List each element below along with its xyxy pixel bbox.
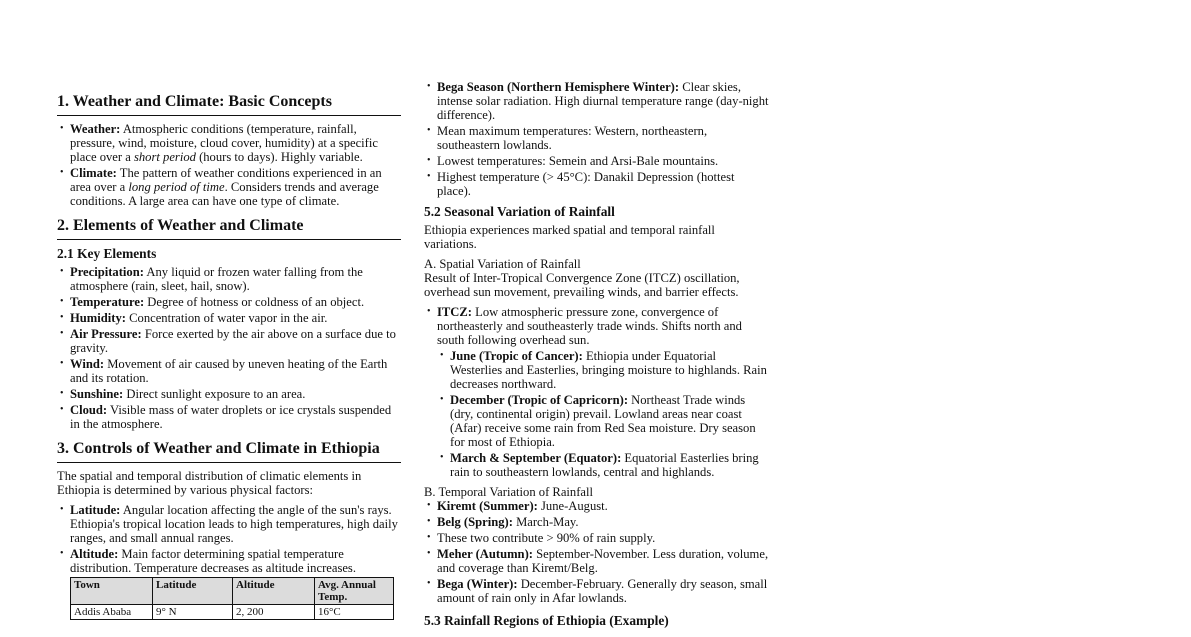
definition-text: Concentration of water vapor in the air. <box>125 311 328 325</box>
list-item <box>57 295 401 309</box>
term-label: ITCZ: <box>437 305 472 319</box>
list-item <box>57 357 401 385</box>
emphasis-text: short period <box>133 150 196 164</box>
controls-list <box>57 503 401 575</box>
section-2-heading: 2. Elements of Weather and Climate <box>57 216 401 240</box>
definition-text: Atmospheric conditions (temperature, rainfall, pressure, wind, moisture, cloud cover, humidity) at a specific place over a <box>70 122 378 164</box>
list-item <box>424 577 769 605</box>
table-cell: Addis Ababa <box>71 605 153 620</box>
term-label: Weather: <box>70 122 121 136</box>
basic-concepts-list <box>57 122 401 208</box>
middle-column <box>424 80 769 637</box>
section-controls <box>57 439 401 620</box>
definition-text: The pattern of weather conditions experienced in an area over a <box>70 166 382 194</box>
list-item <box>57 387 401 401</box>
section-1-heading: 1. Weather and Climate: Basic Concepts <box>57 92 401 116</box>
table-header-cell: Town <box>71 578 153 605</box>
subsection-5-3-heading: 5.3 Rainfall Regions of Ethiopia (Example) <box>424 613 669 628</box>
altitude-temperature-table <box>70 577 394 620</box>
definition-text: March-May. <box>512 515 579 529</box>
table-cell: 2, 200 <box>233 605 315 620</box>
definition-text: Visible mass of water droplets or ice crystals suspended in the atmosphere. <box>70 403 392 431</box>
spatial-variation-intro: Result of Inter-Tropical Convergence Zone (ITCZ) oscillation, overhead sun movement, prevailing winds, and barrier effects. <box>424 271 740 299</box>
term-label: Humidity: <box>70 311 126 325</box>
temporal-variation-heading: B. Temporal Variation of Rainfall <box>424 485 593 499</box>
term-label: Cloud: <box>70 403 108 417</box>
list-item <box>424 547 769 575</box>
table-body <box>71 605 394 620</box>
term-label: Precipitation: <box>70 265 144 279</box>
term-label: Latitude: <box>70 503 121 517</box>
list-item <box>57 265 401 293</box>
definition-text: Clear skies, intense solar radiation. High diurnal temperature range (day-night difference). <box>437 80 769 122</box>
term-label: Meher (Autumn): <box>437 547 533 561</box>
temperature-notes-list <box>424 80 769 198</box>
term-label: Bega Season (Northern Hemisphere Winter): <box>437 80 680 94</box>
definition-text: Equatorial Easterlies bring rain to southeastern lowlands, central and highlands. <box>450 451 759 479</box>
table-header-cell: Latitude <box>153 578 233 605</box>
term-label: Belg (Spring): <box>437 515 513 529</box>
left-column <box>57 92 401 628</box>
section-basic-concepts <box>57 92 401 208</box>
definition-text: Low atmospheric pressure zone, convergence of northeasterly and southeasterly trade winds. Shifts north and south following overhead sun. <box>437 305 742 347</box>
term-label: Bega (Winter): <box>437 577 518 591</box>
definition-text: Movement of air caused by uneven heating of the Earth and its rotation. <box>70 357 388 385</box>
term-label: Temperature: <box>70 295 145 309</box>
list-item-itcz <box>424 305 769 479</box>
section-elements <box>57 216 401 431</box>
table-cell: 9° N <box>153 605 233 620</box>
definition-text: September-November. Less duration, volume, and coverage than Kiremt/Belg. <box>437 547 769 575</box>
definition-text: Lowest temperatures: Semein and Arsi-Bale mountains. <box>437 154 719 168</box>
definition-text: June-August. <box>537 499 608 513</box>
list-item <box>57 547 401 575</box>
section-3-heading: 3. Controls of Weather and Climate in Ethiopia <box>57 439 401 463</box>
list-item <box>57 311 401 325</box>
definition-text: (hours to days). Highly variable. <box>195 150 363 164</box>
definition-text: Mean maximum temperatures: Western, northeastern, southeastern lowlands. <box>437 124 708 152</box>
spatial-variation-heading: A. Spatial Variation of Rainfall <box>424 257 581 271</box>
table-header-cell: Altitude <box>233 578 315 605</box>
section-5-2 <box>424 204 769 629</box>
definition-text: Main factor determining spatial temperature distribution. Temperature decreases as altitude increases. <box>70 547 356 575</box>
section-3-intro: The spatial and temporal distribution of climatic elements in Ethiopia is determined by various physical factors: <box>57 469 362 497</box>
definition-text: Force exerted by the air above on a surface due to gravity. <box>70 327 396 355</box>
term-label: June (Tropic of Cancer): <box>450 349 583 363</box>
list-item-weather <box>57 122 401 164</box>
list-item <box>57 403 401 431</box>
definition-text: December-February. Generally dry season, small amount of rain only in Afar lowlands. <box>437 577 768 605</box>
list-item <box>424 531 769 545</box>
definition-text: Any liquid or frozen water falling from the atmosphere (rain, sleet, hail, snow). <box>70 265 363 293</box>
table-row <box>71 605 394 620</box>
itcz-sublist <box>437 349 769 479</box>
section-5-2-intro: Ethiopia experiences marked spatial and temporal rainfall variations. <box>424 223 715 251</box>
subsection-2-1-heading: 2.1 Key Elements <box>57 246 157 261</box>
term-label: December (Tropic of Capricorn): <box>450 393 629 407</box>
list-item <box>57 503 401 545</box>
list-item <box>424 154 769 168</box>
term-label: Kiremt (Summer): <box>437 499 538 513</box>
list-item <box>424 499 769 513</box>
list-item <box>437 393 769 449</box>
table-cell: 16°C <box>315 605 394 620</box>
definition-text: . Considers trends and average conditions. A large area can have one type of climate. <box>70 180 379 208</box>
list-item <box>424 80 769 122</box>
definition-text: Ethiopia under Equatorial Westerlies and Easterlies, bringing moisture to highlands. Rain decreases northward. <box>450 349 767 391</box>
term-label: Air Pressure: <box>70 327 142 341</box>
list-item <box>437 451 769 479</box>
term-label: Wind: <box>70 357 105 371</box>
emphasis-text: long period of time <box>128 180 225 194</box>
subsection-5-2-heading: 5.2 Seasonal Variation of Rainfall <box>424 204 615 219</box>
definition-text: Northeast Trade winds (dry, continental origin) prevail. Lowland areas near coast (Afar) receive some rain from Red Sea moisture. Dry season for most of Ethiopia. <box>450 393 756 449</box>
term-label: Climate: <box>70 166 117 180</box>
key-elements-list <box>57 265 401 431</box>
term-label: Sunshine: <box>70 387 124 401</box>
definition-text: These two contribute > 90% of rain supply. <box>437 531 656 545</box>
itcz-list <box>424 305 769 479</box>
temporal-variation-list <box>424 499 769 605</box>
list-item <box>424 170 769 198</box>
table-header-row <box>71 578 394 605</box>
table-header-cell: Avg. Annual Temp. <box>315 578 394 605</box>
list-item <box>424 515 769 529</box>
list-item <box>57 327 401 355</box>
list-item <box>437 349 769 391</box>
list-item <box>424 124 769 152</box>
term-label: Altitude: <box>70 547 119 561</box>
list-item-climate <box>57 166 401 208</box>
definition-text: Highest temperature (> 45°C): Danakil Depression (hottest place). <box>437 170 735 198</box>
definition-text: Degree of hotness or coldness of an object. <box>144 295 365 309</box>
definition-text: Angular location affecting the angle of the sun's rays. Ethiopia's tropical location leads to high temperatures, high daily ranges, and small annual ranges. <box>70 503 398 545</box>
term-label: March & September (Equator): <box>450 451 622 465</box>
definition-text: Direct sunlight exposure to an area. <box>123 387 306 401</box>
